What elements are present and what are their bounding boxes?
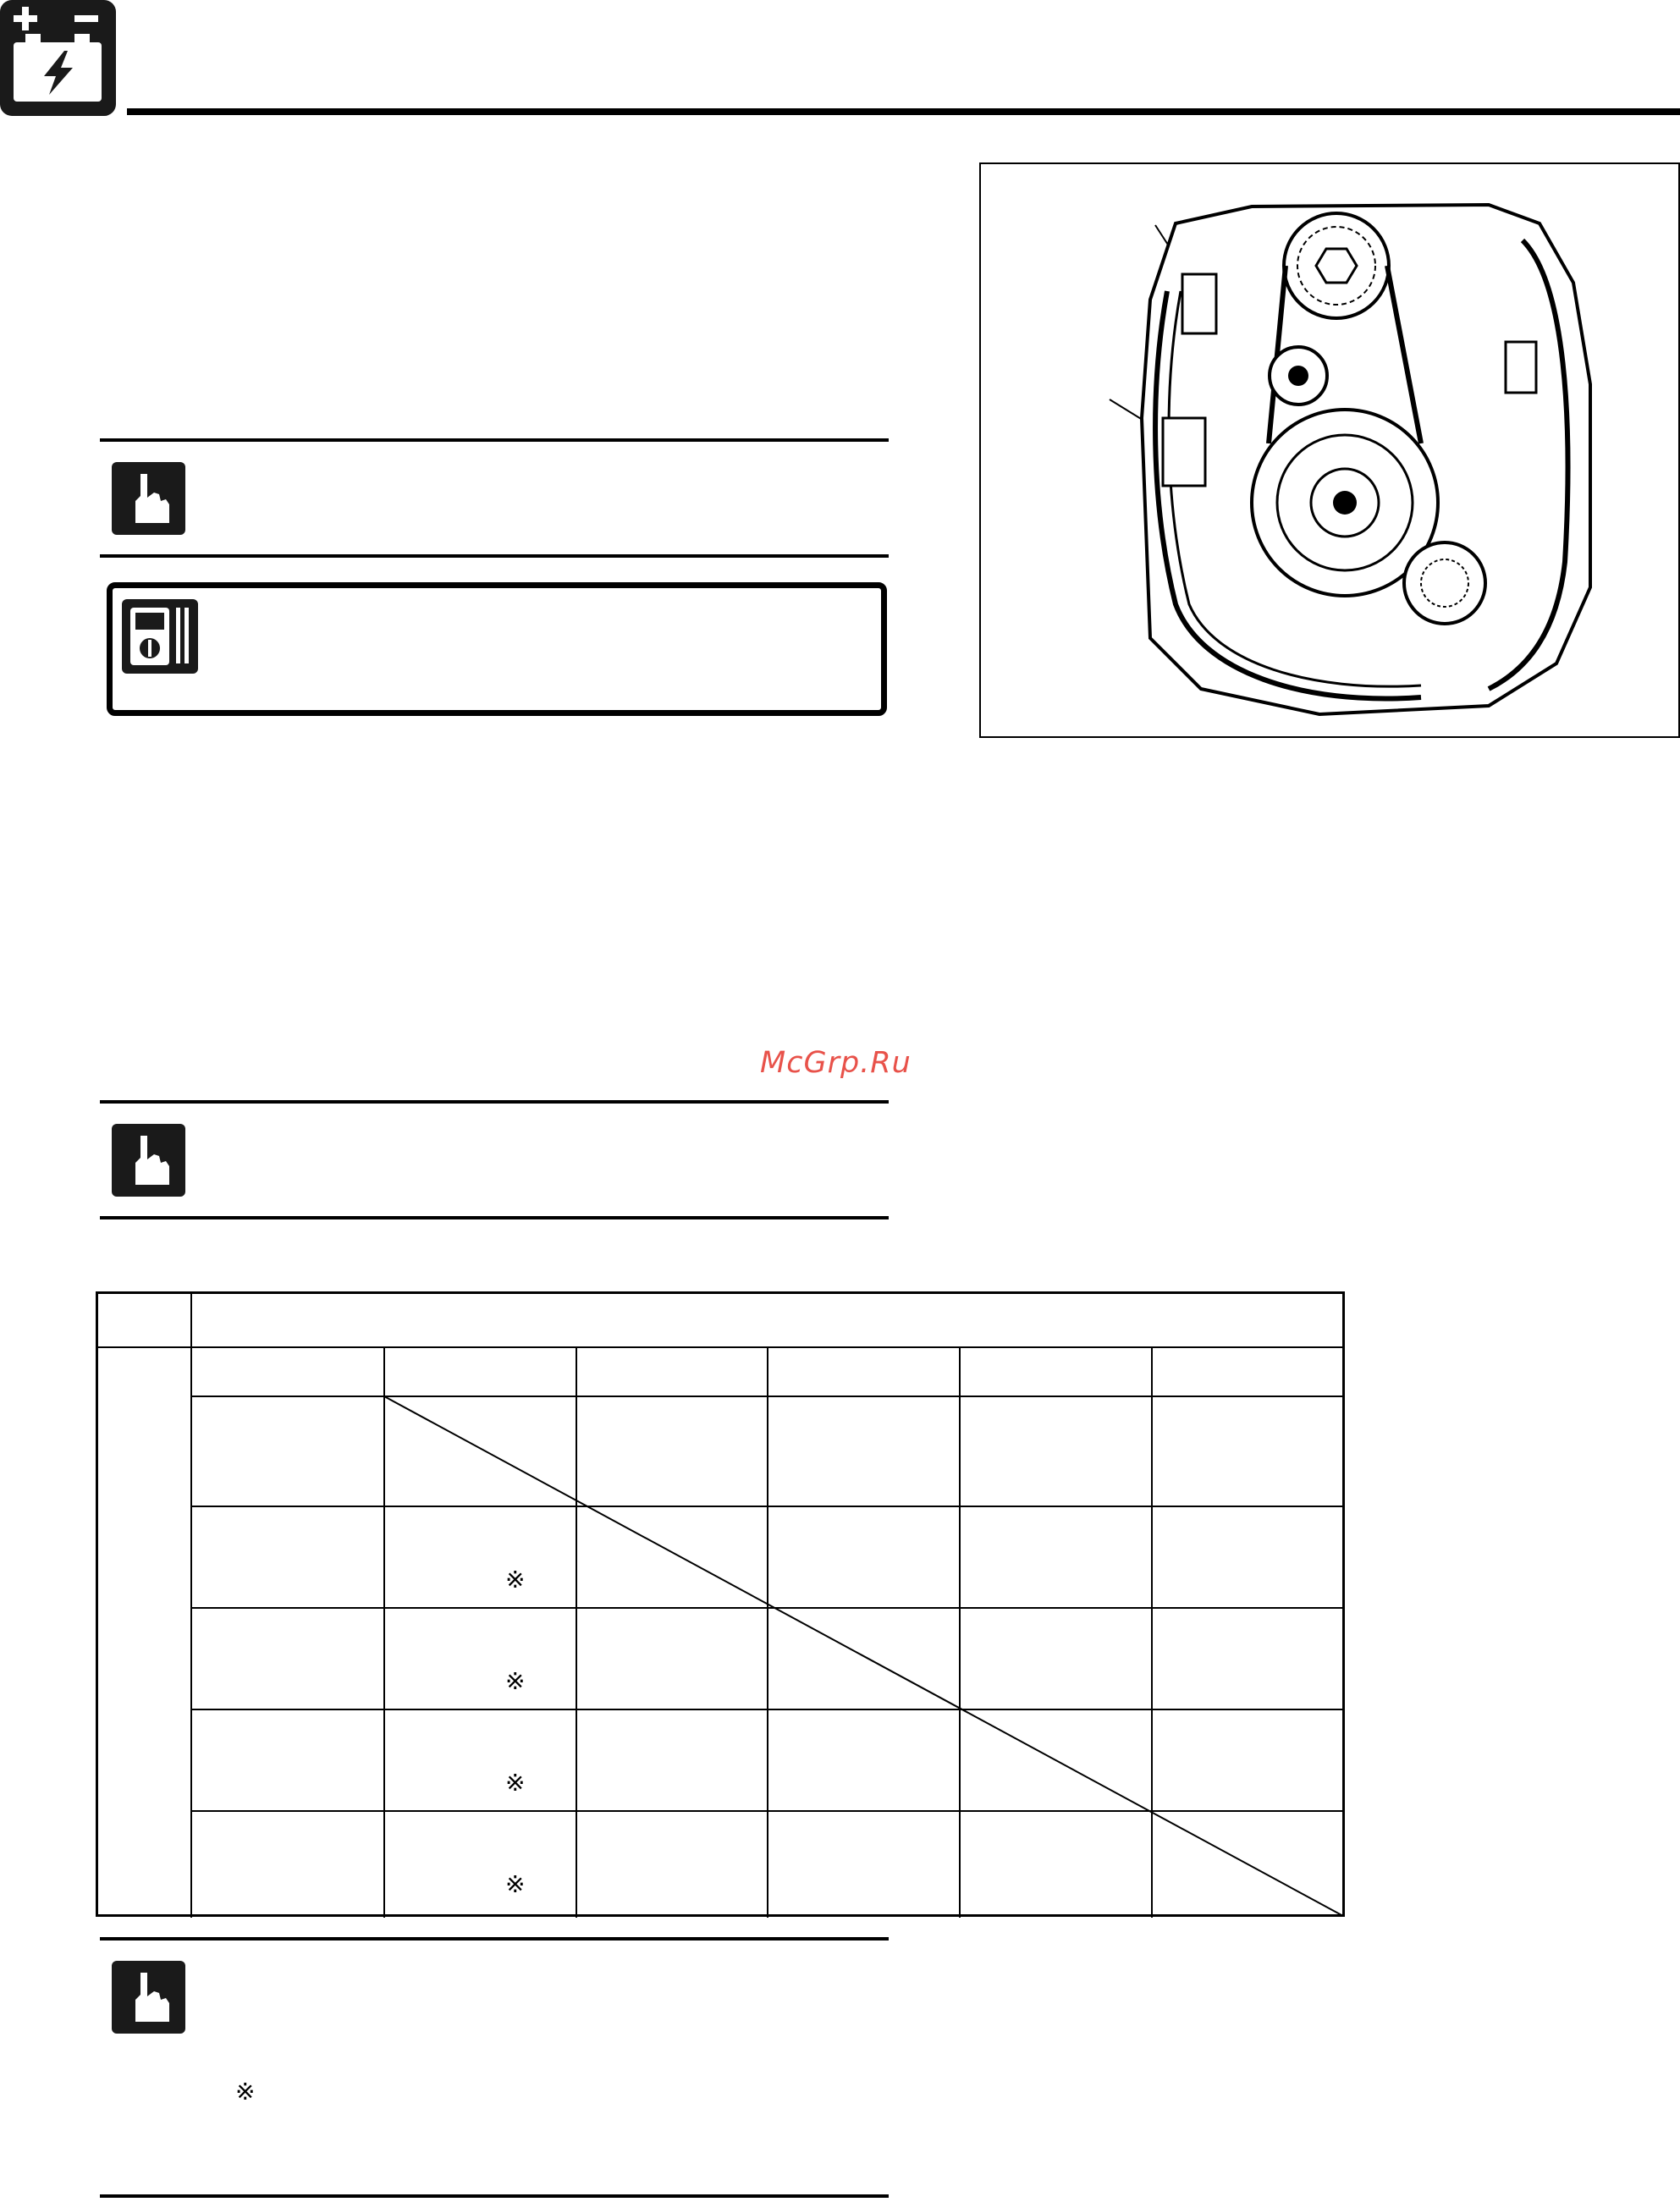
watermark: McGrp.Ru bbox=[760, 1046, 912, 1080]
table-mark-2: ※ bbox=[505, 1667, 526, 1695]
table-mark-1: ※ bbox=[505, 1566, 526, 1594]
resistance-table bbox=[96, 1291, 1345, 1918]
engine-illustration bbox=[979, 162, 1680, 738]
note-1-top-rule bbox=[100, 438, 889, 442]
battery-electrical-icon bbox=[0, 0, 116, 116]
table-mark-3: ※ bbox=[505, 1769, 526, 1797]
pointing-hand-icon bbox=[112, 462, 185, 535]
note-2-bottom-rule bbox=[100, 1216, 889, 1219]
pointing-hand-icon bbox=[112, 1124, 185, 1197]
note-1-bottom-rule bbox=[100, 554, 889, 558]
note-3-mark: ※ bbox=[235, 2078, 256, 2106]
tester-box bbox=[107, 582, 887, 716]
note-3-bottom-rule bbox=[100, 2194, 889, 2198]
note-3-top-rule bbox=[100, 1937, 889, 1941]
note-2-top-rule bbox=[100, 1100, 889, 1104]
table-mark-4: ※ bbox=[505, 1870, 526, 1898]
section-icon-electrical bbox=[0, 0, 116, 116]
multimeter-icon bbox=[122, 599, 198, 674]
pointing-hand-icon bbox=[112, 1961, 185, 2034]
header-rule bbox=[127, 108, 1680, 115]
